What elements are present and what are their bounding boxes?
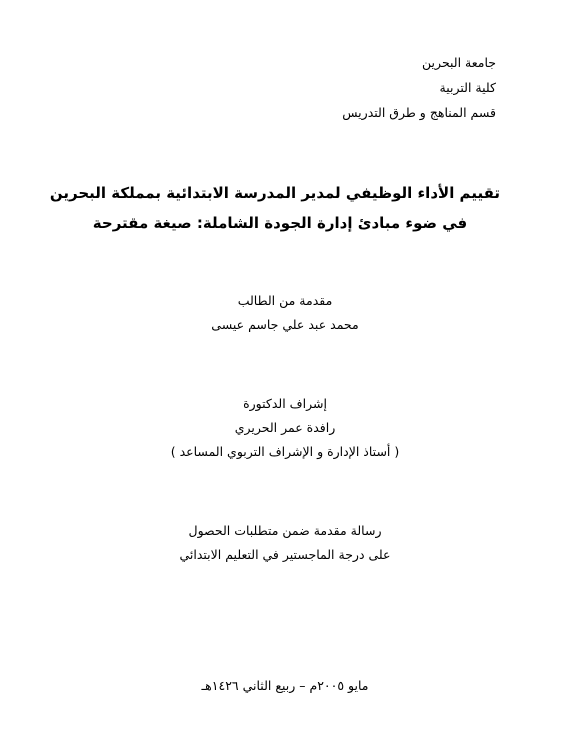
university-name: جامعة البحرين [422,55,496,70]
degree-line-1: رسالة مقدمة ضمن متطلبات الحصول [188,523,382,538]
submission-date-text: مايو ٢٠٠٥م – ربيع الثاني ١٤٢٦هـ [201,678,369,693]
thesis-title [49,178,500,238]
submission-date [0,674,570,698]
thesis-title-line-1: تقييم الأداء الوظيفي لمدير المدرسة الابتدائية بمملكة البحرين [49,184,500,202]
college-name: كلية التربية [439,80,496,95]
degree-line-2: على درجة الماجستير في التعليم الابتدائي [179,547,391,562]
institution-header [236,50,496,125]
student-name: محمد عبد علي جاسم عيسى [211,317,359,332]
department-name: قسم المناهج و طرق التدريس [342,105,496,120]
supervisor-name: رافدة عمر الحريري [234,420,336,435]
thesis-title-line-2: في ضوء مبادئ إدارة الجودة الشاملة: صيغة مقترحة [92,214,468,232]
supervisor-label: إشراف الدكتورة [243,396,327,411]
degree-statement [0,519,570,567]
supervisor-section [0,392,570,464]
student-section [0,289,570,337]
student-label: مقدمة من الطالب [237,293,333,308]
supervisor-position: ( أستاذ الإدارة و الإشراف التربوي المساعد ) [170,444,400,459]
